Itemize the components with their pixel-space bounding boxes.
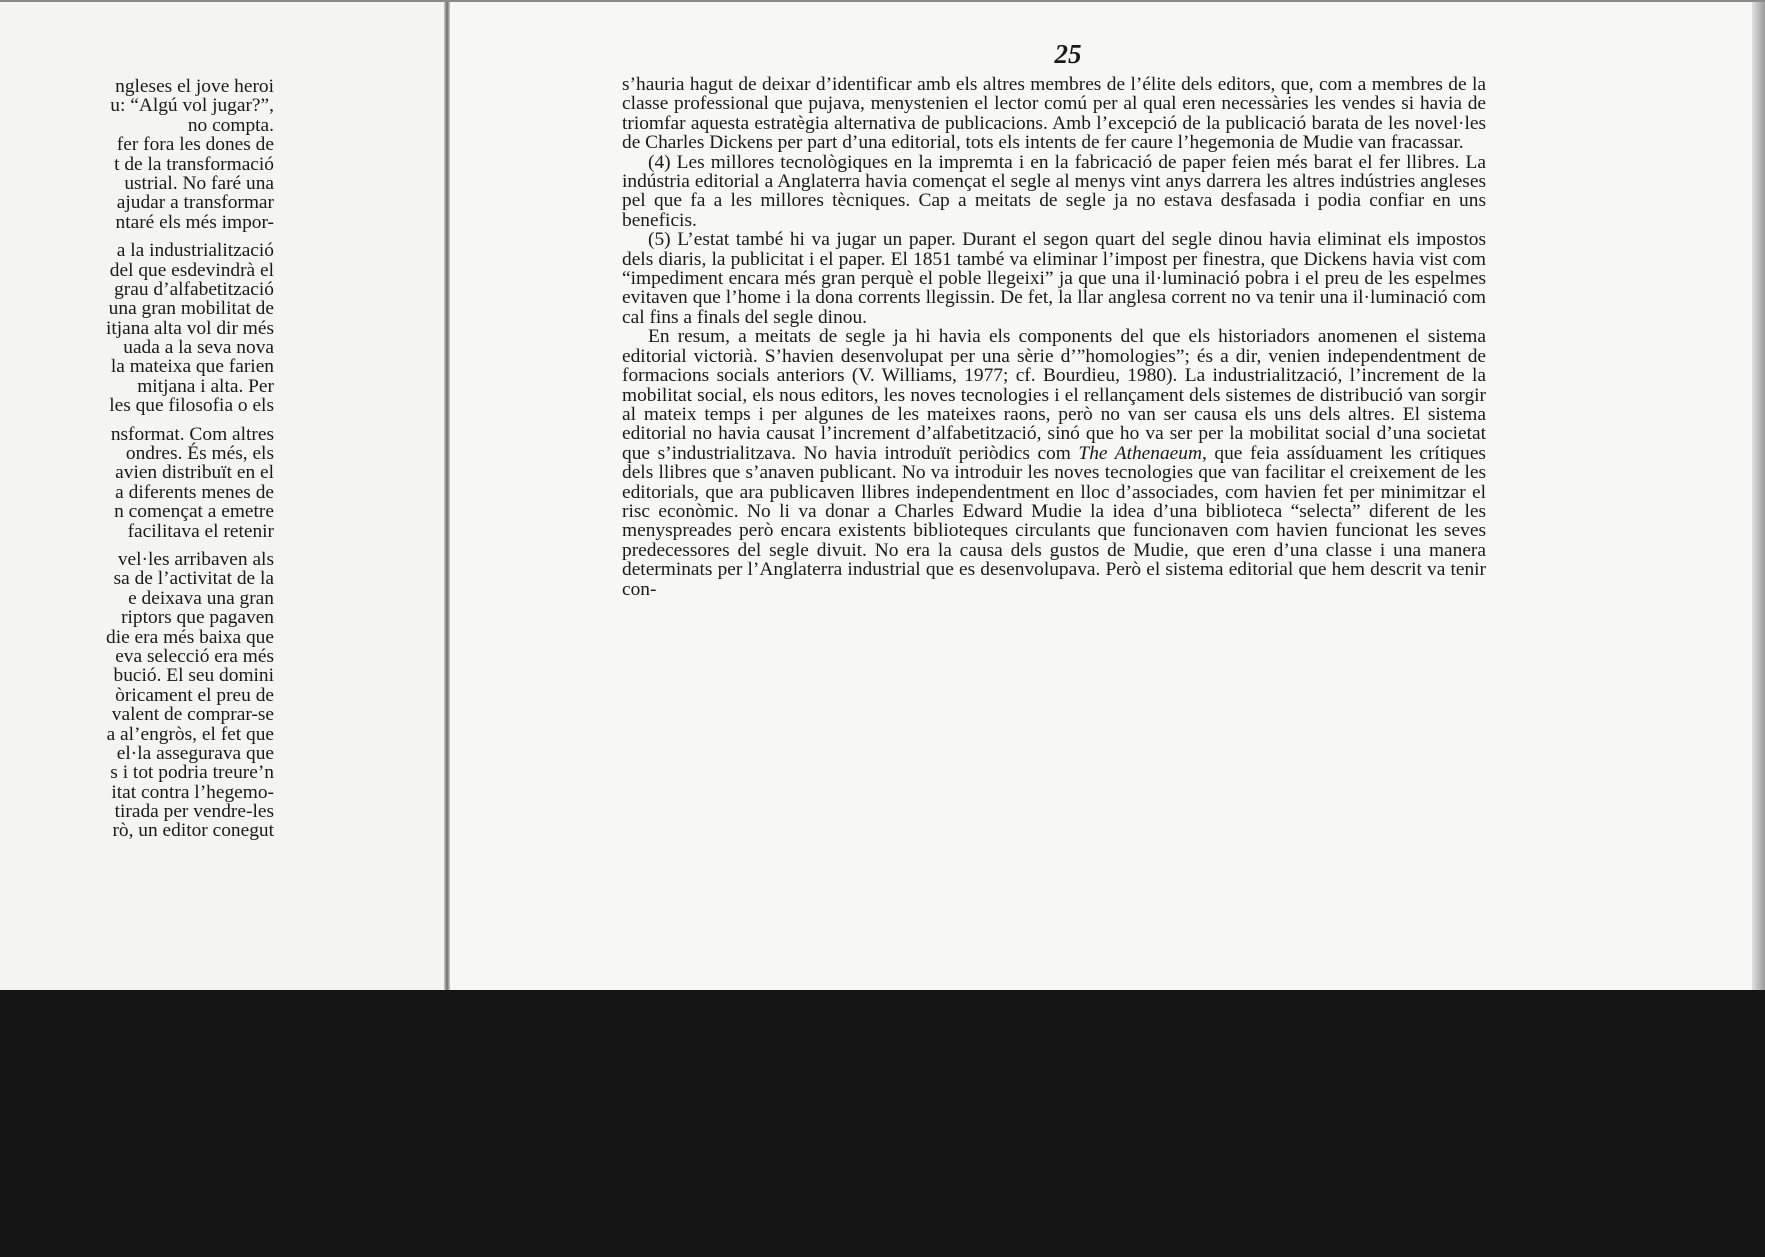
left-page-line: riptors que pagaven	[121, 607, 274, 629]
left-page-line: del que esdevindrà el	[109, 259, 274, 281]
left-page-line: a la industrialització	[116, 240, 274, 262]
left-page-line: die era més baixa que	[106, 626, 274, 648]
left-page-line: ngleses el jove heroi	[115, 76, 274, 97]
right-page-edge	[1752, 2, 1765, 990]
left-page-line: facilitava el retenir	[127, 520, 274, 542]
left-page-line: òricament el preu de	[115, 684, 274, 706]
left-page-line: uada a la seva nova	[123, 337, 274, 359]
periodical-title: The Athenaeum	[1078, 442, 1202, 464]
left-page-line: bució. El seu domini	[113, 665, 274, 687]
left-page-line: no compta.	[187, 114, 274, 136]
left-page-line: itat contra l’hegemo-	[111, 781, 274, 803]
left-page-line: u: “Algú vol jugar?”,	[110, 95, 274, 117]
left-page-line: el·la assegurava que	[116, 742, 274, 764]
left-page-line: nsformat. Com altres	[110, 423, 274, 445]
paragraph-2: (4) Les millores tecnològiques en la impremta i en la fabricació de paper feien més barat el fer llibres. La indústria editorial a Anglaterra havia començat el segle al menys vint anys darrera les altres indústries angleses pel que fa a les millores tècniques. Cap a meitats de segle ja no estava desfasada i podia confiar en uns beneficis.	[622, 151, 1486, 231]
left-page-line: la mateixa que farien	[110, 356, 274, 378]
left-page-line: n començat a emetre	[114, 501, 274, 523]
left-page-line: una gran mobilitat de	[108, 298, 274, 320]
left-page-line: s i tot podria treure’n	[110, 762, 274, 784]
paragraph-3: (5) L’estat també hi va jugar un paper. Durant el segon quart del segle dinou havia eliminat els impostos dels diaris, la publicitat i el paper. El 1851 també va eliminar l’impost per finestra, que Dickens havia vist com “impediment encara més gran perquè el poble llegeixi” ja que una il·luminació pobra i el preu de les espelmes evitaven que l’home i la dona corrents llegissin. De fet, la llar anglesa corrent no va tenir una il·luminació com cal fins a finals del segle dinou.	[622, 229, 1486, 328]
left-page-line: grau d’alfabetització	[114, 278, 274, 300]
left-page-line: sa de l’activitat de la	[113, 568, 274, 590]
left-page-text-column	[0, 77, 274, 841]
left-page-line: avien distribuït en el	[115, 462, 274, 484]
left-page-line: fer fora les dones de	[116, 134, 274, 156]
left-page-line: ajudar a transformar	[116, 192, 274, 214]
left-page-line: t de la transformació	[114, 153, 274, 175]
left-page-line: les que filosofia o els	[109, 395, 274, 417]
paragraph-4: En resum, a meitats de segle ja hi havia els components del que els historiadors anomenen el sistema editorial victorià. S’havien desenvolupat per una sèrie d’”homologies”; és a dir, venien independentment de formacions socials anteriors (V. Williams, 1977; cf. Bourdieu, 1980). La industrialització, l’increment de la mobilitat social, els nous editors, les noves tecnologies i el rellançament dels sistemes de distribució van sorgir al mateix temps i per algunes de les mateixes raons, però no van ser causa els uns dels altres. El sistema editorial no havia causat l’increment d’alfabetització, sinó que ho va ser per la mobilitat social d’una societat que s’industrialitzava. No havia introduït periòdics com The Athenaeum, que feia assíduament les crítiques dels llibres que s’anaven publicant. No va introduir les noves tecnologies que van facilitar el creixement de les editorials, que ara publicaven llibres independentment en lloc d’associades, com havien fet per minimitzar el risc econòmic. No li va donar a Charles Edward Mudie la idea d’una biblioteca “selecta” diferent de les menyspreades però encara existents biblioteques circulants que funcionaven com havien funcionat les seves predecessores del segle divuit. No era la causa dels gustos de Mudie, que eren d’una classe i una manera determinats per l’Anglaterra industrial que es desenvolupava. Però el sistema editorial que hem descrit va tenir con-	[622, 326, 1486, 600]
left-page-line: valent de comprar-se	[111, 704, 274, 726]
left-page-line: ntaré els més impor-	[115, 211, 274, 233]
right-page-text-column	[622, 75, 1486, 599]
left-page-line: vel·les arribaven als	[117, 548, 274, 570]
left-page-line: e deixava una gran	[128, 587, 274, 609]
left-page	[0, 2, 446, 990]
left-page-line: a al’engròs, el fet que	[106, 723, 274, 745]
left-page-line: itjana alta vol dir més	[105, 317, 274, 339]
left-page-line: ustrial. No faré una	[124, 172, 274, 194]
paragraph-1: s’hauria hagut de deixar d’identificar amb els altres membres de l’élite dels editors, que, com a membres de la classe professional que pujava, menystenien el lector comú per al qual eren necessàries les vendes si havia de triomfar aquesta estratègia alternativa de publicacions. Amb l’excepció de la publicació barata de les novel·les de Charles Dickens per part d’una editorial, tots els intents de fer caure l’hegemonia de Mudie van fracassar.	[622, 74, 1486, 154]
left-page-line: tirada per vendre-les	[114, 801, 274, 823]
page-number: 25	[1054, 39, 1082, 69]
left-page-line: a diferents menes de	[115, 481, 274, 503]
left-page-line: eva selecció era més	[115, 645, 274, 667]
left-page-line: mitjana i alta. Per	[137, 375, 274, 397]
left-page-line: rò, un editor conegut	[112, 820, 274, 842]
left-page-line: ondres. És més, els	[125, 443, 274, 465]
